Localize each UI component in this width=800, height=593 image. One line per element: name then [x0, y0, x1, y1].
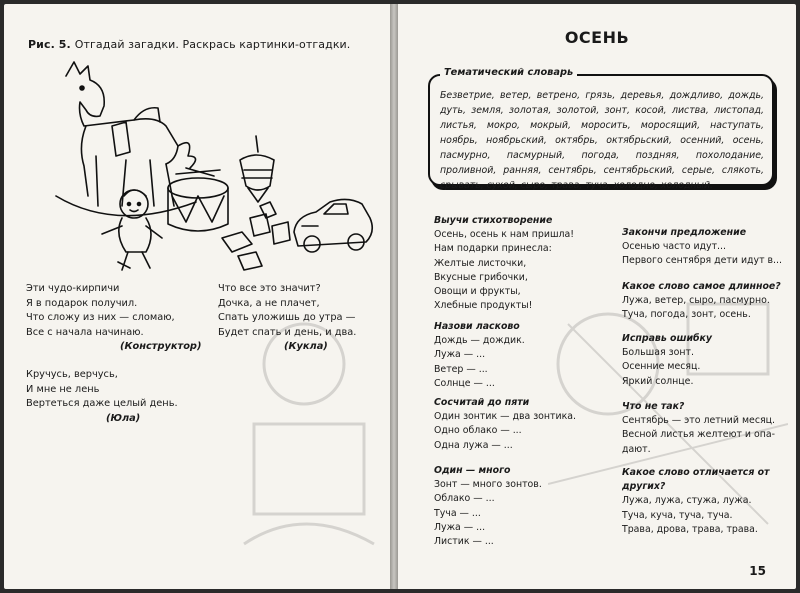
riddle-answer: (Конструктор): [120, 341, 202, 352]
riddle-answer: (Юла): [106, 412, 141, 424]
vocabulary-box: [428, 67, 774, 191]
vocabulary-title: Тематический словарь: [440, 67, 577, 78]
page-title: ОСЕНЬ: [564, 28, 630, 47]
section-longest-word: Какое слово самое длинное? Лужа, ветер, сыро, пасмурно. Туча, погода, зонт, осень.: [622, 281, 781, 321]
spinning-top-icon: [240, 136, 274, 202]
section-whats-wrong: Что не так? Сентябрь — это летний месяц. Весной листья желтеют и опа- дают.: [622, 401, 775, 455]
figure-caption: Рис. 5. Отгадай загадки. Раскрась картинки-отгадки.: [28, 38, 351, 51]
section-learn-poem: Выучи стихотворение Осень, осень к нам пришла! Нам подарки принесла: Желтые листочки, Вкусные грибочки, Овощи и фрукты, Хлебные продукты!: [434, 215, 575, 312]
section-fix-error: Исправь ошибку Большая зонт. Осенние месяц. Яркий солнце.: [622, 333, 713, 387]
riddle-top: Кручусь, верчусь, И мне не лень Вертеться даже целый день. (Юла): [26, 368, 178, 426]
drum-icon: [168, 168, 228, 231]
riddle-answer: (Кукла): [284, 341, 328, 352]
building-blocks-icon: [222, 202, 290, 270]
book-gutter: [390, 4, 398, 589]
left-page: [4, 4, 390, 589]
section-odd-word: Какое слово отличается от других? Лужа, лужа, стужа, лужа. Туча, куча, туча, туча. Трава, дрова, трава, трава.: [622, 467, 770, 535]
section-finish-sentence: Закончи предложение Осенью часто идут... Первого сентября дети идут в...: [622, 227, 782, 267]
section-count-to-five: Сосчитай до пяти Один зонтик — два зонтика. Одно облако — ... Одна лужа — ...: [434, 397, 576, 451]
toy-car-icon: [294, 199, 372, 252]
section-one-many: Один — много Зонт — много зонтов. Облако — ... Туча — ... Лужа — ... Листик — ...: [434, 465, 542, 548]
right-page: [398, 4, 796, 589]
riddle-constructor: Эти чудо-кирпичи Я в подарок получил. Что сложу из них — сломаю, Все с начала начинаю. (Конструктор): [26, 282, 201, 355]
page-number: 15: [749, 564, 766, 578]
vocabulary-text: Безветрие, ветер, ветрено, грязь, деревья, дождливо, дождь, дуть, земля, золотая, золотой, зонт, косой, листва, листопад, листья, мокро, мокрый, моросить, моросящий, наступать, ноябрь, ноябрьский, октябрь, октябрьский, осенний, осень, пасмурно, пасмурный, погода, поздняя, похолодание, проливной, ранняя, сентябрь, сентябрьский, серые, слякоть, срывать, сухой, сыро, трава, туча, холодно, холодный.: [440, 90, 764, 191]
toys-illustration: [26, 56, 376, 278]
riddle-doll: Что все это значит? Дочка, а не плачет, Спать уложишь до утра — Будет спать и день, и два. (Кукла): [218, 282, 356, 355]
section-diminutive: Назови ласково Дождь — дождик. Лужа — ... Ветер — ... Солнце — ...: [434, 321, 525, 389]
